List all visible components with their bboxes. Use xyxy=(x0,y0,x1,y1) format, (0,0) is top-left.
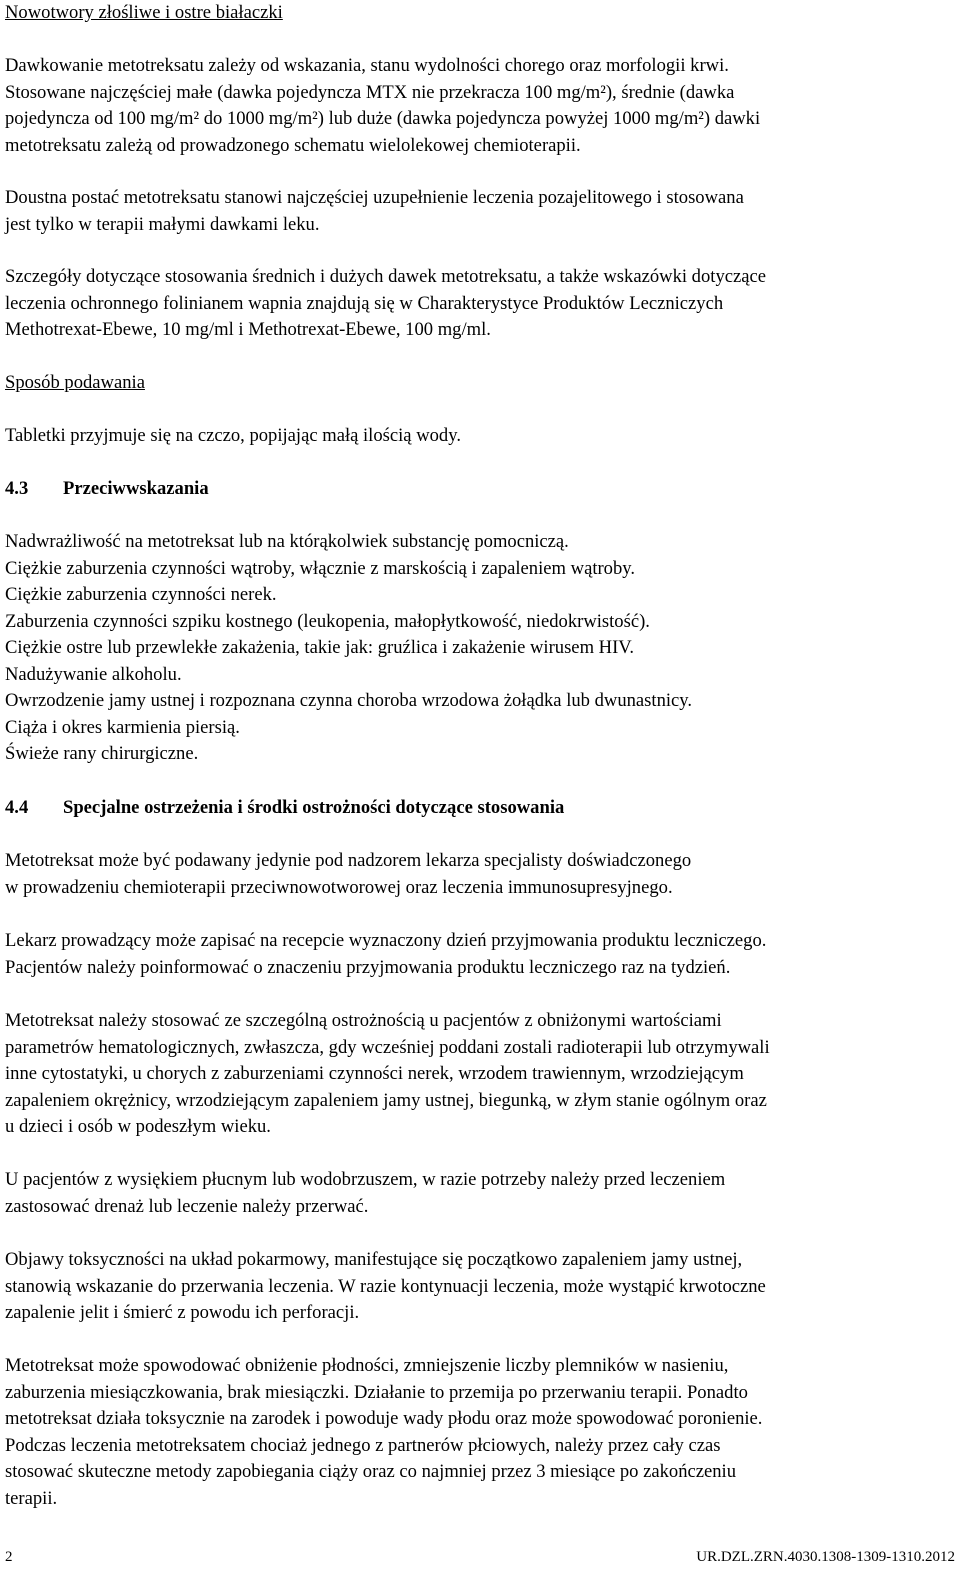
text-line: Metotreksat należy stosować ze szczególną ostrożnością u pacjentów z obniżonymi wartościami xyxy=(5,1010,722,1031)
section-number: 4.3 xyxy=(5,478,29,499)
page-number: 2 xyxy=(5,1549,13,1565)
text-line: Metotreksat może być podawany jedynie pod nadzorem lekarza specjalisty doświadczonego xyxy=(5,850,692,871)
section-number: 4.4 xyxy=(5,797,29,818)
text-line: pojedyncza od 100 mg/m² do 1000 mg/m²) lub duże (dawka pojedyncza powyżej 1000 mg/m²) dawki xyxy=(5,108,761,129)
list-item: Ciąża i okres karmienia piersią. xyxy=(5,716,240,738)
list-item: Nadużywanie alkoholu. xyxy=(5,663,182,685)
text-line: zastosować drenaż lub leczenie należy przerwać. xyxy=(5,1195,369,1217)
text-line: zaburzenia miesiączkowania, brak miesiączki. Działanie to przemija po przerwaniu terapii. Ponadto xyxy=(5,1381,748,1403)
text-line: w prowadzeniu chemioterapii przeciwnowotworowej oraz leczenia immunosupresyjnego. xyxy=(5,876,673,898)
text-line: Objawy toksyczności na układ pokarmowy, manifestujące się początkowo zapaleniem jamy ustnej, xyxy=(5,1249,743,1270)
text-line: terapii. xyxy=(5,1487,58,1509)
text-line: inne cytostatyki, u chorych z zaburzeniami czynności nerek, wrzodem trawiennym, wrzodziejącym xyxy=(5,1063,744,1084)
text-line: zapalenie jelit i śmierć z powodu ich perforacji. xyxy=(5,1302,360,1323)
text-line: Szczegóły dotyczące stosowania średnich i dużych dawek metotreksatu, a także wskazówki dotyczące xyxy=(5,266,767,287)
document-reference: UR.DZL.ZRN.4030.1308-1309-1310.2012 xyxy=(696,1549,955,1565)
warnings-paragraph-5 xyxy=(5,1247,955,1327)
warnings-paragraph-1 xyxy=(5,848,955,901)
list-item: Owrzodzenie jamy ustnej i rozpoznana czynna choroba wrzodowa żołądka lub dwunastnicy. xyxy=(5,690,693,711)
text-line: Lekarz prowadzący może zapisać na recepcie wyznaczony dzień przyjmowania produktu leczniczego. xyxy=(5,930,767,951)
text-line: Metotreksat może spowodować obniżenie płodności, zmniejszenie liczby plemników w nasieniu, xyxy=(5,1355,729,1376)
contraindications-list xyxy=(5,529,955,768)
list-item: Ciężkie zaburzenia czynności nerek. xyxy=(5,584,277,605)
text-line: leczenia ochronnego folinianem wapnia znajdują się w Charakterystyce Produktów Leczniczych xyxy=(5,292,724,314)
text-line: parametrów hematologicznych, zwłaszcza, gdy wcześniej poddani zostali radioterapii lub otrzymywali xyxy=(5,1036,770,1058)
warnings-paragraph-4 xyxy=(5,1167,955,1220)
text-line: jest tylko w terapii małymi dawkami leku. xyxy=(5,213,320,235)
text-line: Stosowane najczęściej małe (dawka pojedyncza MTX nie przekracza 100 mg/m²), średnie (dawka xyxy=(5,81,735,103)
dosing-paragraph-3 xyxy=(5,264,955,344)
text-line: zapaleniem okrężnicy, wrzodziejącym zapaleniem jamy ustnej, biegunką, w złym stanie ogólnym oraz xyxy=(5,1089,767,1111)
section-title: Przeciwwskazania xyxy=(63,478,209,499)
list-item: Nadwrażliwość na metotreksat lub na którąkolwiek substancję pomocniczą. xyxy=(5,531,569,552)
dosing-section-title: Nowotwory złośliwe i ostre białaczki xyxy=(5,2,283,23)
dosing-paragraph-1 xyxy=(5,53,955,159)
text-line: Dawkowanie metotreksatu zależy od wskazania, stanu wydolności chorego oraz morfologii krwi. xyxy=(5,55,729,76)
text-line: metotreksatu zależą od prowadzonego schematu wielolekowej chemioterapii. xyxy=(5,134,581,156)
text-line: Doustna postać metotreksatu stanowi najczęściej uzupełnienie leczenia pozajelitowego i stosowana xyxy=(5,187,744,208)
page-footer xyxy=(5,1548,955,1566)
warnings-paragraph-6 xyxy=(5,1353,955,1512)
text-line: U pacjentów z wysiękiem płucnym lub wodobrzuszem, w razie potrzeby należy przed leczeniem xyxy=(5,1169,726,1190)
text-line: stanowią wskazanie do przerwania leczenia. W razie kontynuacji leczenia, może wystąpić krwotoczne xyxy=(5,1275,766,1297)
text-line: metotreksat działa toksycznie na zarodek i powoduje wady płodu oraz może spowodować poronienie. xyxy=(5,1408,763,1429)
text-line: stosować skuteczne metody zapobiegania ciąży oraz co najmniej przez 3 miesiące po zakończeniu xyxy=(5,1461,737,1482)
dosing-paragraph-2 xyxy=(5,185,955,238)
section-title: Specjalne ostrzeżenia i środki ostrożności dotyczące stosowania xyxy=(63,797,565,818)
administration-text: Tabletki przyjmuje się na czczo, popijając małą ilością wody. xyxy=(5,425,461,446)
text-line: Methotrexat-Ebewe, 10 mg/ml i Methotrexat-Ebewe, 100 mg/ml. xyxy=(5,319,491,340)
text-line: Podczas leczenia metotreksatem chociaż jednego z partnerów płciowych, należy przez cały czas xyxy=(5,1434,721,1456)
list-item: Zaburzenia czynności szpiku kostnego (leukopenia, małopłytkowość, niedokrwistość). xyxy=(5,610,650,632)
text-line: u dzieci i osób w podeszłym wieku. xyxy=(5,1116,271,1137)
warnings-paragraph-3 xyxy=(5,1008,955,1141)
warnings-paragraph-2 xyxy=(5,928,955,981)
section-4-3-heading xyxy=(5,476,955,503)
section-4-4-heading xyxy=(5,795,955,822)
administration-title: Sposób podawania xyxy=(5,372,145,393)
list-item: Ciężkie zaburzenia czynności wątroby, włącznie z marskością i zapaleniem wątroby. xyxy=(5,557,636,579)
list-item: Świeże rany chirurgiczne. xyxy=(5,743,199,764)
list-item: Ciężkie ostre lub przewlekłe zakażenia, takie jak: gruźlica i zakażenie wirusem HIV. xyxy=(5,637,634,658)
text-line: Pacjentów należy poinformować o znaczeniu przyjmowania produktu leczniczego raz na tydzień. xyxy=(5,956,731,978)
